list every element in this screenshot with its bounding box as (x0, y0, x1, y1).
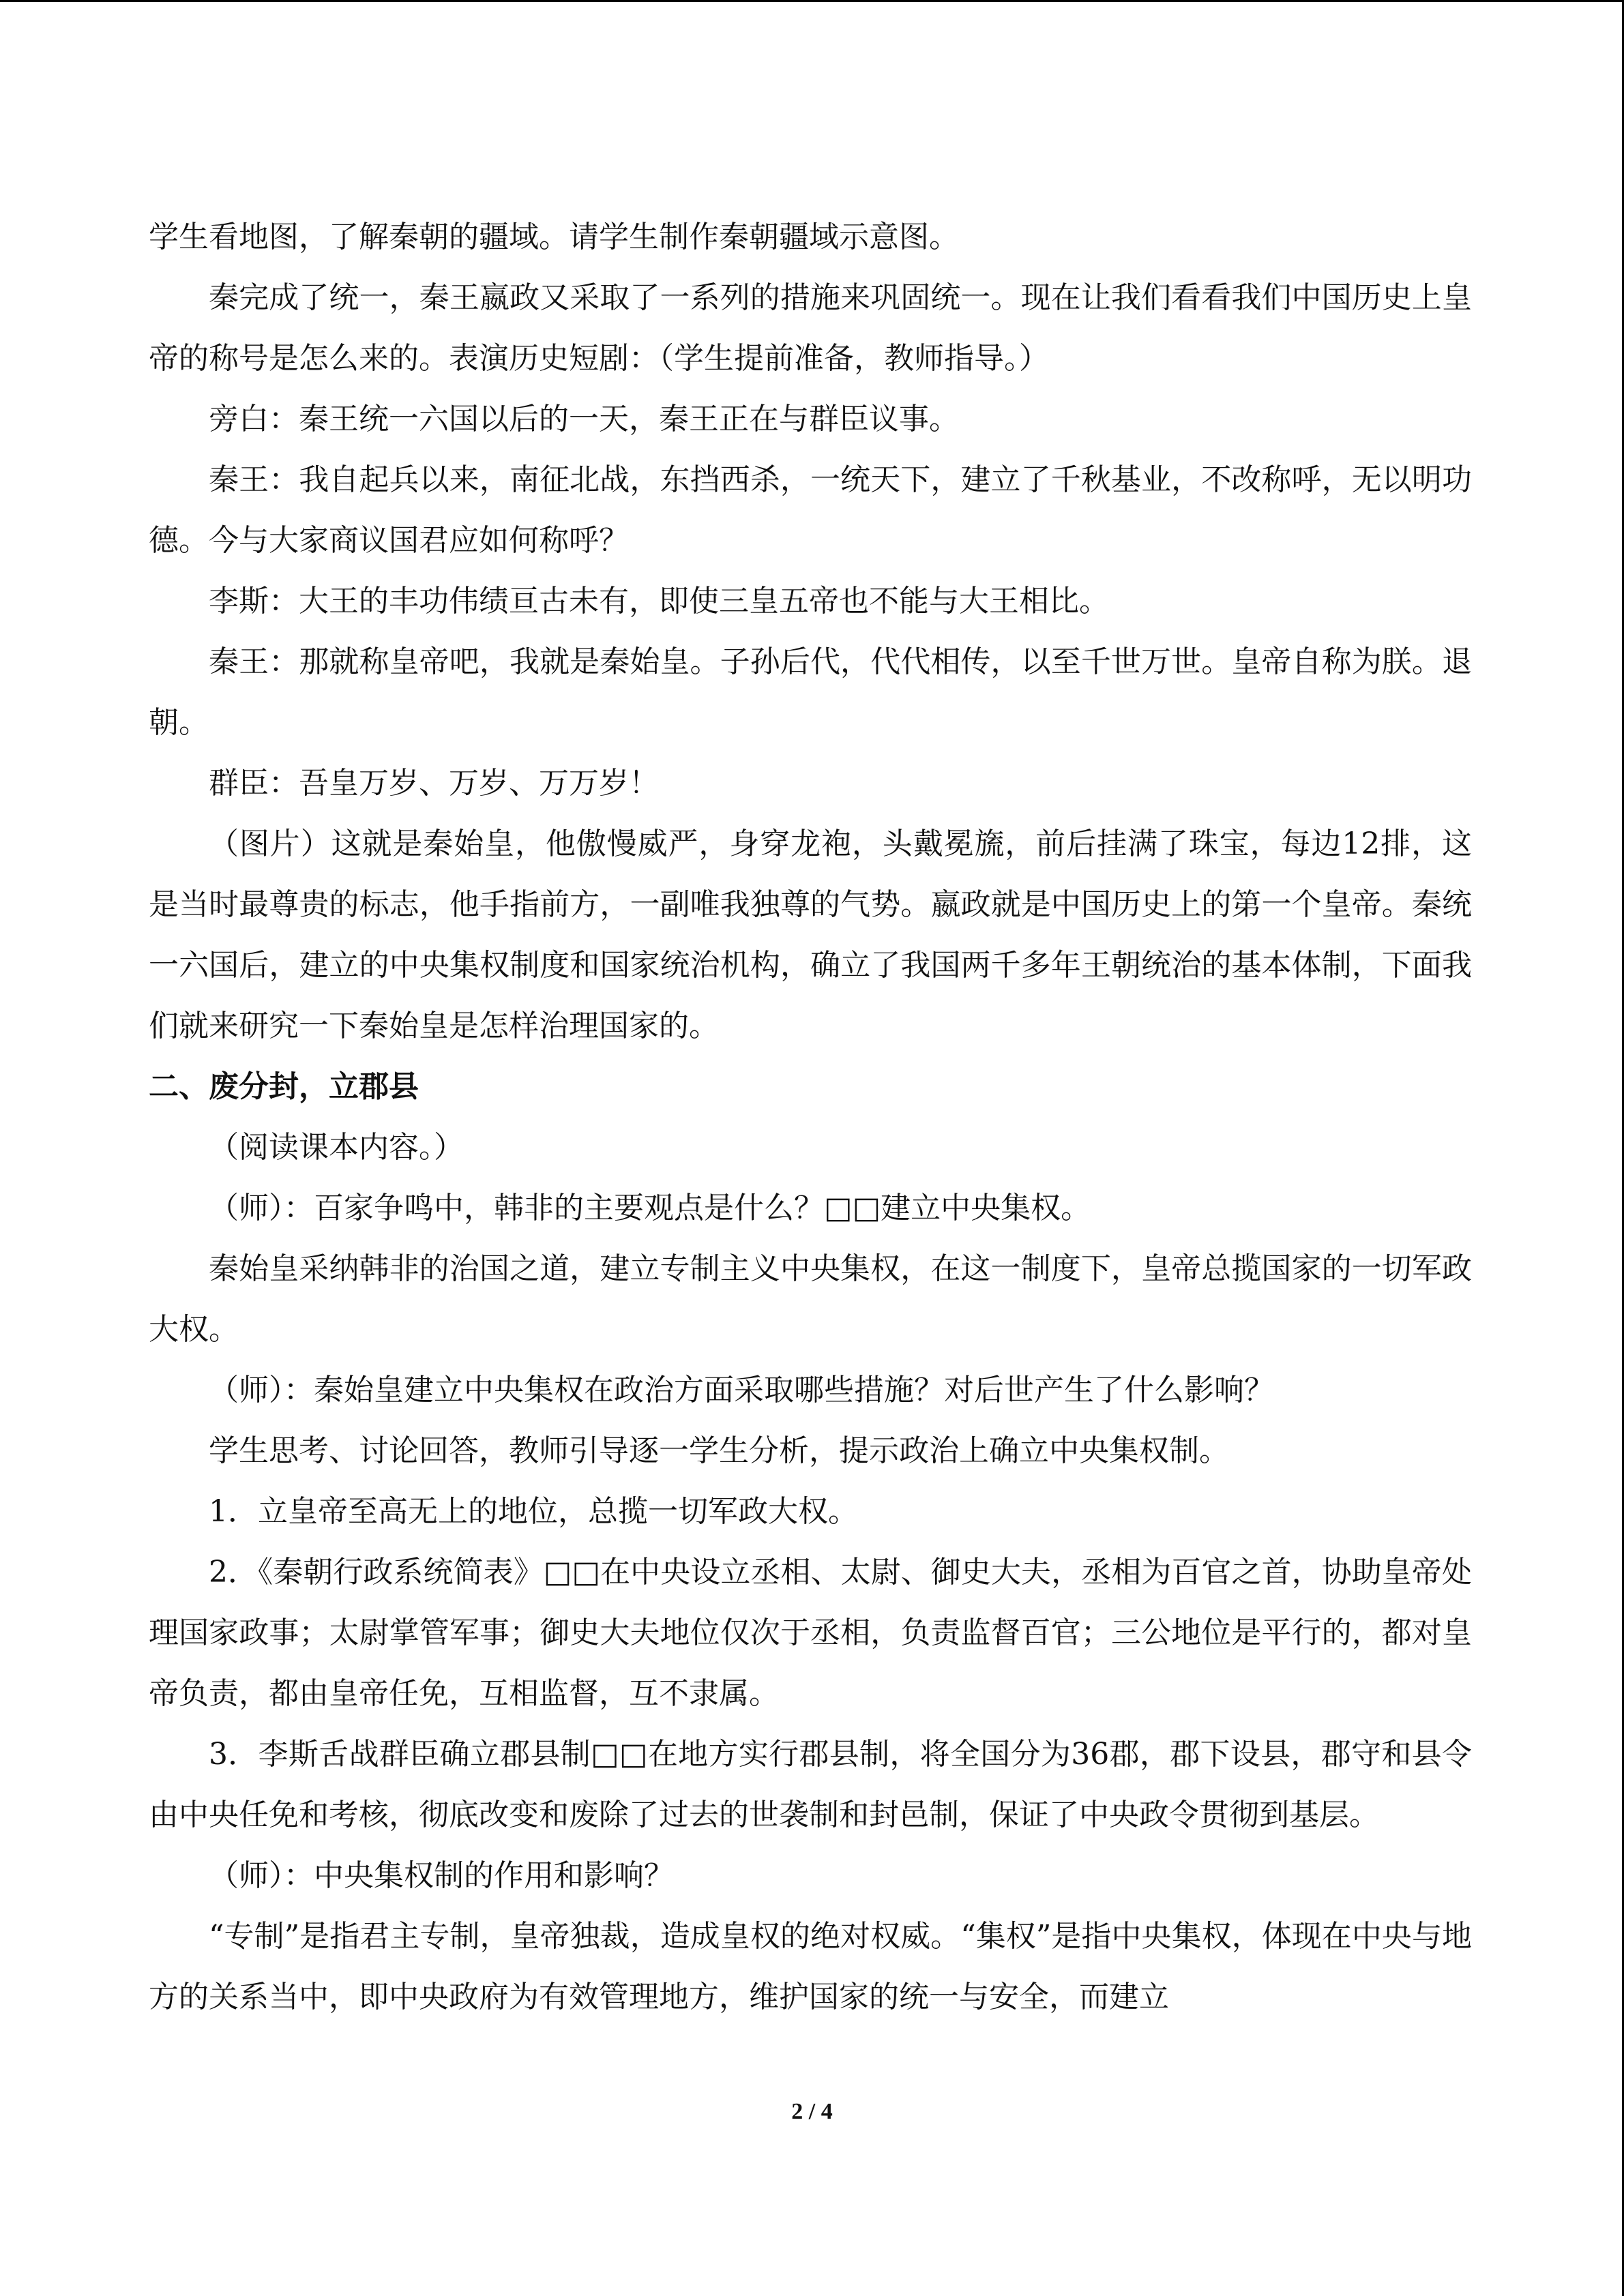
paragraph: 秦王：我自起兵以来，南征北战，东挡西杀，一统天下，建立了千秋基业，不改称呼，无以明功德。今与大家商议国君应如何称呼？ (149, 462, 1472, 558)
paragraph: （师）：秦始皇建立中央集权在政治方面采取哪些措施？对后世产生了什么影响？ (209, 1373, 1274, 1407)
paragraph: 旁白：秦王统一六国以后的一天，秦王正在与群臣议事。 (209, 402, 959, 436)
paragraph: 李斯：大王的丰功伟绩亘古未有，即使三皇五帝也不能与大王相比。 (209, 584, 1109, 618)
document-body (149, 207, 1472, 2027)
paragraph: 1．立皇帝至高无上的地位，总揽一切军政大权。 (209, 1494, 858, 1529)
paragraph: （阅读课本内容。） (209, 1130, 464, 1165)
paragraph: 学生思考、讨论回答，教师引导逐一学生分析，提示政治上确立中央集权制。 (209, 1433, 1229, 1468)
paragraph: 学生看地图，了解秦朝的疆域。请学生制作秦朝疆域示意图。 (149, 220, 959, 254)
section-heading: 二、废分封，立郡县 (149, 1069, 419, 1104)
paragraph: 秦王：那就称皇帝吧，我就是秦始皇。子孙后代，代代相传，以至千世万世。皇帝自称为朕。退朝。 (149, 644, 1472, 740)
page-number: 2 / 4 (791, 2099, 833, 2124)
paragraph: 群臣：吾皇万岁、万岁、万万岁！ (209, 766, 659, 801)
paragraph: 3．李斯舌战群臣确立郡县制□□在地方实行郡县制，将全国分为36郡，郡下设县，郡守和县令由中央任免和考核，彻底改变和废除了过去的世袭制和封邑制，保证了中央政令贯彻到基层。 (149, 1737, 1472, 1832)
paragraph: （师）：百家争鸣中，韩非的主要观点是什么？□□建立中央集权。 (209, 1191, 1091, 1225)
paragraph: 2．《秦朝行政系统简表》□□在中央设立丞相、太尉、御史大夫，丞相为百官之首，协助皇帝处理国家政事；太尉掌管军事；御史大夫地位仅次于丞相，负责监督百官；三公地位是平行的，都对皇帝负责，都由皇帝任免，互相监督，互不隶属。 (149, 1555, 1472, 1711)
paragraph: （师）：中央集权制的作用和影响？ (209, 1858, 674, 1893)
paragraph: 秦始皇采纳韩非的治国之道，建立专制主义中央集权，在这一制度下，皇帝总揽国家的一切军政大权。 (149, 1251, 1472, 1347)
paragraph: （图片）这就是秦始皇，他傲慢威严，身穿龙袍，头戴冕旒，前后挂满了珠宝，每边12排，这是当时最尊贵的标志，他手指前方，一副唯我独尊的气势。嬴政就是中国历史上的第一个皇帝。秦统一六国后，建立的中央集权制度和国家统治机构，确立了我国两千多年王朝统治的基本体制，下面我们就来研究一下秦始皇是怎样治理国家的。 (149, 826, 1472, 1043)
paragraph: 秦完成了统一，秦王嬴政又采取了一系列的措施来巩固统一。现在让我们看看我们中国历史上皇帝的称号是怎么来的。表演历史短剧：（学生提前准备，教师指导。） (149, 280, 1472, 376)
paragraph: “专制”是指君主专制，皇帝独裁，造成皇权的绝对权威。“集权”是指中央集权，体现在中央与地方的关系当中，即中央政府为有效管理地方，维护国家的统一与安全，而建立 (149, 1919, 1472, 2014)
